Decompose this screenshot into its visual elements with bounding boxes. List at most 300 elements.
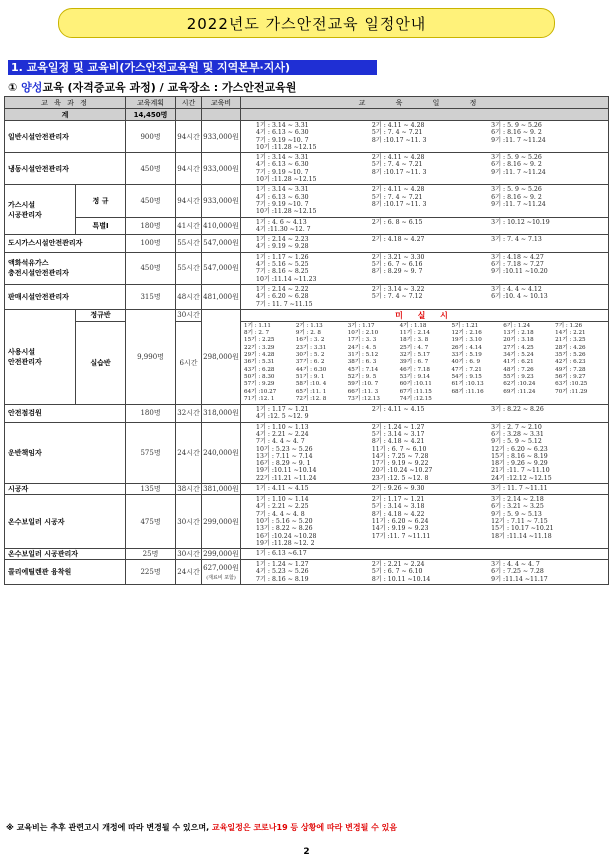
- session-item: 1기 : 3.14 ~ 3.31: [256, 154, 309, 162]
- session-item: 8기 : 4.18 ~ 4.22: [371, 510, 425, 518]
- schedule-cell: [241, 560, 609, 585]
- schedule-cell: [241, 121, 609, 153]
- session-item: 10기 :11.28 ~12.15: [256, 208, 317, 216]
- session-item: 12기 : 7.11 ~ 7.15: [491, 517, 548, 525]
- header-fee: 교육비: [202, 97, 241, 109]
- header-course: 교 육 과 정: [5, 97, 126, 109]
- session-item: 8기 :10.17 ~11. 3: [371, 168, 427, 176]
- course-hours: 38시간: [177, 485, 200, 494]
- schedule-cell: [241, 549, 609, 560]
- schedule-cell: [241, 405, 609, 423]
- session-item: 16기 :10.24 ~10.28: [256, 532, 317, 540]
- session-item: 69기 :11.24: [503, 388, 536, 395]
- session-list: [242, 322, 607, 404]
- session-item: 13기 : 8.22 ~ 8.26: [256, 525, 313, 533]
- course-group: 사용시설 안전관리자: [5, 309, 76, 404]
- table-row: [5, 217, 609, 235]
- course-plan: 900명: [126, 121, 176, 153]
- session-item: 8기 :10.17 ~11. 3: [371, 136, 427, 144]
- session-list: [242, 121, 607, 152]
- course-hours: 30시간: [177, 311, 200, 320]
- session-item: 18기 :11.14 ~11.18: [491, 532, 552, 540]
- table-row: [5, 121, 609, 153]
- session-item: 3기 : 1.17: [347, 322, 375, 329]
- session-item: 1기 : 1.17 ~ 1.26: [256, 253, 309, 261]
- table-row: [5, 185, 609, 217]
- session-item: 72기 :12. 8: [295, 395, 327, 402]
- session-item: 10기 :11.14 ~11.23: [256, 275, 317, 283]
- session-item: 2기 : 9.26 ~ 9.30: [371, 485, 425, 493]
- session-item: 2기 : 4.11 ~ 4.28: [371, 154, 425, 162]
- session-item: 55기 : 9.23: [503, 373, 534, 380]
- session-item: 19기 :10.11 ~10.14: [256, 467, 317, 475]
- session-item: 30기 : 5. 2: [295, 352, 325, 359]
- course-hours: 41시간: [176, 217, 202, 235]
- session-item: 17기 : 3. 3: [347, 337, 377, 344]
- session-item: 3기 : 8.22 ~ 8.26: [491, 406, 544, 414]
- session-item: 7기 : 9.19 ~10. 7: [256, 200, 309, 208]
- session-item: 1기 : 2.14 ~ 2.22: [256, 285, 309, 293]
- session-item: 29기 : 4.28: [244, 352, 275, 359]
- schedule-cell: [241, 495, 609, 549]
- course-fee: 627,000원 (재료비 포함): [202, 560, 241, 585]
- course-plan: 450명: [126, 252, 176, 284]
- session-item: 62기 :10.24: [503, 381, 536, 388]
- session-item: 4기 : 6.20 ~ 6.28: [256, 293, 309, 301]
- course-fee: 547,000원: [202, 252, 241, 284]
- session-item: 5기 : 7. 4 ~ 7.21: [371, 161, 423, 169]
- course-hours: 30시간: [177, 550, 200, 559]
- session-item: 3기 : 11. 7 ~11.11: [491, 485, 548, 493]
- session-item: 50기 : 8.30: [244, 373, 275, 380]
- course-fee: 299,000원: [202, 495, 241, 549]
- session-item: 68기 :11.16: [451, 388, 484, 395]
- session-item: 22기 : 3.29: [244, 344, 275, 351]
- course-name: 도시가스시설안전관리자: [5, 235, 126, 253]
- session-item: 5기 : 6. 7 ~ 6.16: [371, 261, 423, 269]
- session-item: 14기 : 2.21: [555, 330, 586, 337]
- course-name: 온수보일러 시공관리자: [5, 549, 126, 560]
- session-item: 1기 : 3.14 ~ 3.31: [256, 122, 309, 129]
- session-item: 1기 : 4.11 ~ 4.15: [256, 485, 309, 493]
- session-item: 4기 : 6.13 ~ 6.30: [256, 129, 309, 137]
- course-hours: 24시간: [176, 422, 202, 483]
- session-item: 9기 :11. 7 ~11.24: [491, 136, 546, 144]
- session-item: 3기 : 2. 7 ~ 2.10: [491, 423, 542, 431]
- schedule-cell: [241, 484, 609, 495]
- session-item: 58기 :10. 4: [295, 381, 327, 388]
- session-item: 6기 : 7.18 ~ 7.27: [491, 261, 544, 269]
- session-item: 2기 : 4.11 ~ 4.28: [371, 122, 425, 129]
- session-item: 8기 :10.17 ~11. 3: [371, 200, 427, 208]
- session-item: 9기 : 2. 8: [295, 330, 321, 337]
- session-item: 52기 : 9. 5: [347, 373, 377, 380]
- session-item: 18기 : 3. 8: [399, 337, 429, 344]
- session-item: 41기 : 6.21: [503, 359, 534, 366]
- session-item: 64기 :10.27: [244, 388, 277, 395]
- course-fee: 381,000원: [203, 485, 239, 494]
- session-item: 5기 : 6. 7 ~ 6.10: [371, 568, 423, 576]
- course-fee: 298,000원: [202, 309, 241, 404]
- session-item: 71기 :12. 1: [244, 395, 275, 402]
- session-item: 3기 : 5. 9 ~ 5.26: [491, 154, 542, 162]
- session-item: 27기 : 4.25: [503, 344, 534, 351]
- schedule-cell: [241, 321, 609, 404]
- session-item: 31기 : 5.12: [347, 352, 379, 359]
- session-item: 6기 : 8.16 ~ 9. 2: [491, 161, 542, 169]
- session-item: 26기 : 4.14: [451, 344, 482, 351]
- course-fee: 240,000원: [202, 422, 241, 483]
- session-item: 12기 : 6.20 ~ 6.23: [491, 445, 548, 453]
- session-item: 1기 : 1.10 ~ 1.14: [256, 496, 309, 504]
- session-item: 11기 : 2.14: [399, 330, 430, 337]
- course-fee: 410,000원: [202, 217, 241, 235]
- course-plan: 180명: [126, 217, 176, 235]
- session-item: 51기 : 9. 1: [295, 373, 325, 380]
- course-name: 시공자: [5, 484, 126, 495]
- session-item: 6기 : 7.25 ~ 7.28: [491, 568, 544, 576]
- schedule-cell: [241, 235, 609, 253]
- table-row: [5, 549, 609, 560]
- session-item: 7기 : 4. 4 ~ 4. 7: [256, 438, 305, 446]
- session-item: 16기 : 3. 2: [295, 337, 325, 344]
- session-item: 2기 : 4.11 ~ 4.15: [371, 406, 425, 414]
- session-item: 19기 : 3.10: [451, 337, 482, 344]
- session-item: 14기 : 7.25 ~ 7.28: [371, 452, 429, 460]
- session-item: 5기 : 7. 4 ~ 7.12: [371, 293, 423, 301]
- course-group: 가스시설 시공관리자: [5, 185, 76, 235]
- course-plan: 9,990명: [126, 309, 176, 404]
- session-item: 5기 : 3.14 ~ 3.17: [371, 430, 425, 438]
- session-item: 4기 : 1.18: [399, 322, 427, 329]
- session-item: 6기 : 3.21 ~ 3.25: [491, 503, 544, 511]
- course-hours: 94시간: [176, 121, 202, 153]
- table-row: [5, 284, 609, 309]
- session-item: 25기 : 4. 7: [399, 344, 429, 351]
- session-item: 63기 :10.25: [555, 381, 588, 388]
- session-item: 9기 :11. 7 ~11.24: [491, 200, 546, 208]
- session-item: 3기 : 4.18 ~ 4.27: [491, 253, 544, 261]
- table-row: [5, 422, 609, 483]
- table-row: [5, 495, 609, 549]
- course-fee: 933,000원: [202, 185, 241, 217]
- course-name: 실습반: [76, 321, 126, 404]
- session-item: 3기 : 10.12 ~10.19: [491, 218, 550, 226]
- session-item: 6기 : 8.16 ~ 9. 2: [491, 129, 542, 137]
- session-item: 7기 : 1.26: [555, 322, 583, 329]
- session-item: 47기 : 7.21: [451, 366, 482, 373]
- session-item: 24기 : 4. 5: [347, 344, 377, 351]
- section-heading: 1. 교육일정 및 교육비(가스안전교육원 및 지역본부·지사): [8, 60, 377, 75]
- session-item: 4기 : 9.19 ~ 9.28: [256, 243, 309, 251]
- course-fee: 933,000원: [202, 153, 241, 185]
- session-item: 38기 : 6. 3: [347, 359, 377, 366]
- session-item: 2기 : 1.13: [295, 322, 323, 329]
- course-name: 정 규: [76, 185, 126, 217]
- session-item: 48기 : 7.26: [503, 366, 534, 373]
- session-item: 3기 : 2.14 ~ 2.18: [491, 496, 544, 504]
- session-item: 8기 : 8.29 ~ 9. 7: [371, 268, 423, 276]
- session-item: 60기 :10.11: [399, 381, 432, 388]
- course-plan: 135명: [126, 484, 176, 495]
- session-item: 3기 : 5. 9 ~ 5.26: [491, 122, 542, 129]
- course-name: 판매시설안전관리자: [5, 284, 126, 309]
- session-item: 49기 : 7.28: [555, 366, 586, 373]
- session-item: 10기 : 2.10: [347, 330, 379, 337]
- course-plan: 575명: [126, 422, 176, 483]
- session-item: 66기 :11. 3: [347, 388, 379, 395]
- session-item: 6기 :10. 4 ~ 10.13: [491, 293, 548, 301]
- session-item: 70기 :11.29: [555, 388, 588, 395]
- sub-heading: ① 양성교육 (자격증교육 과정) / 교육장소 : 가스안전교육원: [8, 81, 297, 94]
- session-item: 1기 : 1.10 ~ 1.13: [256, 423, 309, 431]
- header-plan: 교육계획: [126, 97, 176, 109]
- session-item: 32기 : 5.17: [399, 352, 430, 359]
- course-hours: 94시간: [176, 153, 202, 185]
- table-row: [5, 484, 609, 495]
- session-item: 17기 :11. 7 ~11.11: [371, 532, 431, 540]
- session-item: 67기 :11.15: [399, 388, 432, 395]
- session-item: 1기 : 1.11: [244, 322, 271, 329]
- session-item: 44기 : 6.30: [295, 366, 327, 373]
- session-item: 7기 : 4. 4 ~ 4. 8: [256, 510, 305, 518]
- session-item: 17기 : 9.19 ~ 9.22: [371, 460, 429, 468]
- course-fee: 547,000원: [202, 235, 241, 253]
- schedule-table: [4, 96, 609, 585]
- session-item: 5기 : 1.21: [451, 322, 479, 329]
- session-item: 9기 :10.11 ~10.20: [491, 268, 548, 276]
- session-item: 74기 :12.15: [399, 395, 432, 402]
- fee-note: (재료비 포함): [206, 575, 236, 582]
- course-hours: 6시간: [176, 321, 202, 404]
- session-item: 10기 :11.28 ~12.15: [256, 143, 317, 151]
- session-item: 5기 : 3.14 ~ 3.18: [371, 503, 425, 511]
- course-plan: 100명: [126, 235, 176, 253]
- course-name: 온수보일러 시공자: [5, 495, 126, 549]
- session-item: 7기 : 9.19 ~10. 7: [256, 136, 309, 144]
- session-item: 42기 : 6.23: [555, 359, 586, 366]
- table-row: [5, 235, 609, 253]
- schedule-cell: [241, 153, 609, 185]
- session-item: 46기 : 7.18: [399, 366, 430, 373]
- session-item: 4기 :11.30 ~12. 7: [256, 225, 311, 233]
- total-label: 계: [5, 109, 126, 121]
- session-item: 6기 : 3.28 ~ 3.31: [491, 430, 544, 438]
- session-item: 3기 : 4. 4 ~ 4. 7: [491, 561, 540, 569]
- course-plan: 450명: [126, 185, 176, 217]
- session-item: 2기 : 1.24 ~ 1.27: [371, 423, 425, 431]
- course-hours: 30시간: [176, 495, 202, 549]
- session-item: 9기 :11. 7 ~11.24: [491, 168, 546, 176]
- session-item: 61기 :10.13: [451, 381, 484, 388]
- table-row: [5, 309, 609, 321]
- session-item: 21기 :11. 7 ~11.10: [491, 467, 550, 475]
- session-item: 9기 : 5. 9 ~ 5.13: [491, 510, 542, 518]
- course-hours: 94시간: [176, 185, 202, 217]
- session-item: 10기 : 5.16 ~ 5.20: [256, 517, 313, 525]
- session-item: 23기 :12. 5 ~12. 8: [371, 474, 429, 482]
- page-title: 2022년도 가스안전교육 일정안내: [58, 8, 555, 38]
- session-item: 33기 : 5.19: [451, 352, 482, 359]
- session-item: 40기 : 6. 9: [451, 359, 481, 366]
- course-name: 냉동시설안전관리자: [5, 153, 126, 185]
- course-plan: 450명: [126, 153, 176, 185]
- session-item: 39기 : 6. 7: [399, 359, 429, 366]
- session-item: 6기 : 8.16 ~ 9. 2: [491, 193, 542, 201]
- session-item: 18기 : 9.26 ~ 9.29: [491, 460, 548, 468]
- session-item: 65기 :11. 1: [295, 388, 327, 395]
- course-name: 일반시설안전관리자: [5, 121, 126, 153]
- session-item: 1기 : 3.14 ~ 3.31: [256, 186, 309, 194]
- session-item: 2기 : 1.17 ~ 1.21: [371, 496, 425, 504]
- session-item: 21기 : 3.25: [555, 337, 586, 344]
- session-item: 1기 : 4. 6 ~ 4.13: [256, 218, 307, 226]
- session-list: [242, 423, 607, 483]
- session-item: 59기 :10. 7: [347, 381, 379, 388]
- course-plan: 25명: [126, 549, 176, 560]
- course-name: 안전점검원: [5, 405, 126, 423]
- session-item: 2기 : 2.21 ~ 2.24: [371, 561, 425, 569]
- table-row: [5, 153, 609, 185]
- course-name: 액화석유가스 충전시설안전관리자: [5, 252, 126, 284]
- session-item: 43기 : 6.28: [244, 366, 275, 373]
- session-item: 15기 : 2.25: [244, 337, 275, 344]
- session-item: 34기 : 5.24: [503, 352, 534, 359]
- schedule-cell: [241, 252, 609, 284]
- session-item: 1기 : 1.17 ~ 1.21: [256, 406, 309, 414]
- session-item: 22기 :11.21 ~11.24: [256, 474, 317, 482]
- session-item: 2기 : 4.11 ~ 4.28: [371, 186, 425, 194]
- session-item: 7기 : 8.16 ~ 8.19: [256, 575, 309, 583]
- session-item: 14기 : 9.19 ~ 9.23: [371, 525, 429, 533]
- not-held-note: 미 실 시: [241, 309, 609, 321]
- session-item: 2기 : 4.18 ~ 4.27: [371, 236, 425, 244]
- course-plan: 225명: [126, 560, 176, 585]
- session-item: 9기 : 5. 9 ~ 5.12: [491, 438, 542, 446]
- session-item: 15기 : 8.16 ~ 8.19: [491, 452, 548, 460]
- total-empty: [176, 109, 202, 121]
- session-item: 1기 : 6.13 ~6.17: [256, 550, 307, 558]
- schedule-cell: [241, 422, 609, 483]
- table-row: [5, 405, 609, 423]
- course-name: 정규반: [76, 309, 126, 321]
- course-hours: 32시간: [176, 405, 202, 423]
- session-item: 6기 : 1.24: [503, 322, 531, 329]
- total-row: [5, 109, 609, 121]
- session-item: 45기 : 7.14: [347, 366, 379, 373]
- session-item: 7기 : 8.16 ~ 8.25: [256, 268, 309, 276]
- session-item: 9기 :11.14 ~11.17: [491, 575, 548, 583]
- session-item: 1기 : 2.14 ~ 2.23: [256, 236, 309, 244]
- session-item: 54기 : 9.15: [451, 373, 482, 380]
- session-item: 4기 :12. 5 ~12. 9: [256, 413, 309, 421]
- course-fee: 299,000원: [203, 550, 239, 559]
- course-plan: 180명: [126, 405, 176, 423]
- session-item: 56기 : 9.27: [555, 373, 586, 380]
- session-list: [242, 549, 607, 558]
- session-item: 73기 :12.13: [347, 395, 380, 402]
- session-list: [242, 285, 607, 309]
- session-item: 3기 : 4. 4 ~ 4.12: [491, 285, 542, 293]
- header-schedule: 교 육 일 정: [241, 97, 609, 109]
- session-item: 20기 : 3.18: [503, 337, 534, 344]
- session-item: 3기 : 5. 9 ~ 5.26: [491, 186, 542, 194]
- session-item: 10기 : 5.23 ~ 5.26: [256, 445, 313, 453]
- session-list: [242, 185, 607, 216]
- session-item: 16기 : 8.29 ~ 9. 1: [256, 460, 311, 468]
- session-item: 4기 : 2.21 ~ 2.24: [256, 430, 309, 438]
- session-item: 2기 : 3.14 ~ 3.22: [371, 285, 425, 293]
- session-item: 4기 : 5.23 ~ 5.26: [256, 568, 309, 576]
- session-item: 1기 : 1.24 ~ 1.27: [256, 561, 309, 569]
- session-item: 35기 : 5.26: [555, 352, 586, 359]
- session-list: [242, 405, 607, 422]
- session-item: 23기 : 3.31: [295, 344, 327, 351]
- course-fee: 933,000원: [202, 121, 241, 153]
- session-item: 7기 : 11. 7 ~11.15: [256, 300, 313, 308]
- table-row: [5, 252, 609, 284]
- session-item: 13기 : 7.11 ~ 7.14: [256, 452, 313, 460]
- session-item: 15기 : 10.17 ~10.21: [491, 525, 554, 533]
- footnote: ※ 교육비는 추후 관련고시 개정에 따라 변경될 수 있으며, 교육일정은 코로나19 등 상황에 따라 변경될 수 있음: [6, 823, 398, 832]
- course-fee: 481,000원: [202, 284, 241, 309]
- session-item: 8기 : 10.11 ~10.14: [371, 575, 431, 583]
- session-item: 2기 : 3.21 ~ 3.30: [371, 253, 425, 261]
- session-list: [242, 218, 607, 235]
- course-plan: 315명: [126, 284, 176, 309]
- table-row: [5, 560, 609, 585]
- session-item: 53기 : 9.14: [399, 373, 430, 380]
- course-name: 콜리에틸렌관 융착원: [5, 560, 126, 585]
- session-item: 28기 : 4.26: [555, 344, 586, 351]
- session-item: 57기 : 9.29: [244, 381, 275, 388]
- session-item: 8기 : 2. 7: [244, 330, 270, 337]
- session-item: 5기 : 7. 4 ~ 7.21: [371, 193, 423, 201]
- table-row: [5, 321, 609, 404]
- schedule-cell: [241, 284, 609, 309]
- course-name: 특별Ⅰ: [76, 217, 126, 235]
- session-list: [242, 560, 607, 584]
- session-list: [242, 253, 607, 284]
- total-plan: 14,450명: [126, 109, 176, 121]
- session-item: 8기 : 4.18 ~ 4.21: [371, 438, 425, 446]
- page-number: 2: [303, 847, 310, 857]
- session-item: 12기 : 2.16: [451, 330, 482, 337]
- session-item: 37기 : 6. 2: [295, 359, 325, 366]
- course-fee: 318,000원: [202, 405, 241, 423]
- session-item: 4기 : 6.13 ~ 6.30: [256, 161, 309, 169]
- session-item: 4기 : 2.21 ~ 2.25: [256, 503, 309, 511]
- table-header-row: [5, 97, 609, 109]
- session-item: 2기 : 6. 8 ~ 6.15: [371, 218, 423, 226]
- session-item: 11기 : 6. 7 ~ 6.10: [371, 445, 427, 453]
- course-hours: 48시간: [176, 284, 202, 309]
- session-item: 4기 : 5.16 ~ 5.25: [256, 261, 309, 269]
- session-item: 20기 :10.24 ~10.27: [371, 467, 433, 475]
- session-item: 5기 : 7. 4 ~ 7.21: [371, 129, 423, 137]
- session-item: 13기 : 2.18: [503, 330, 534, 337]
- course-hours: 55시간: [176, 235, 202, 253]
- session-item: 19기 :11.28 ~12. 2: [256, 539, 315, 547]
- course-hours: 55시간: [176, 252, 202, 284]
- session-item: 11기 : 6.20 ~ 6.24: [371, 517, 429, 525]
- session-item: 7기 : 9.19 ~10. 7: [256, 168, 309, 176]
- session-list: [242, 235, 607, 252]
- session-list: [242, 495, 607, 548]
- schedule-cell: [241, 217, 609, 235]
- session-item: 3기 : 7. 4 ~ 7.13: [491, 236, 542, 244]
- course-hours: 24시간: [176, 560, 202, 585]
